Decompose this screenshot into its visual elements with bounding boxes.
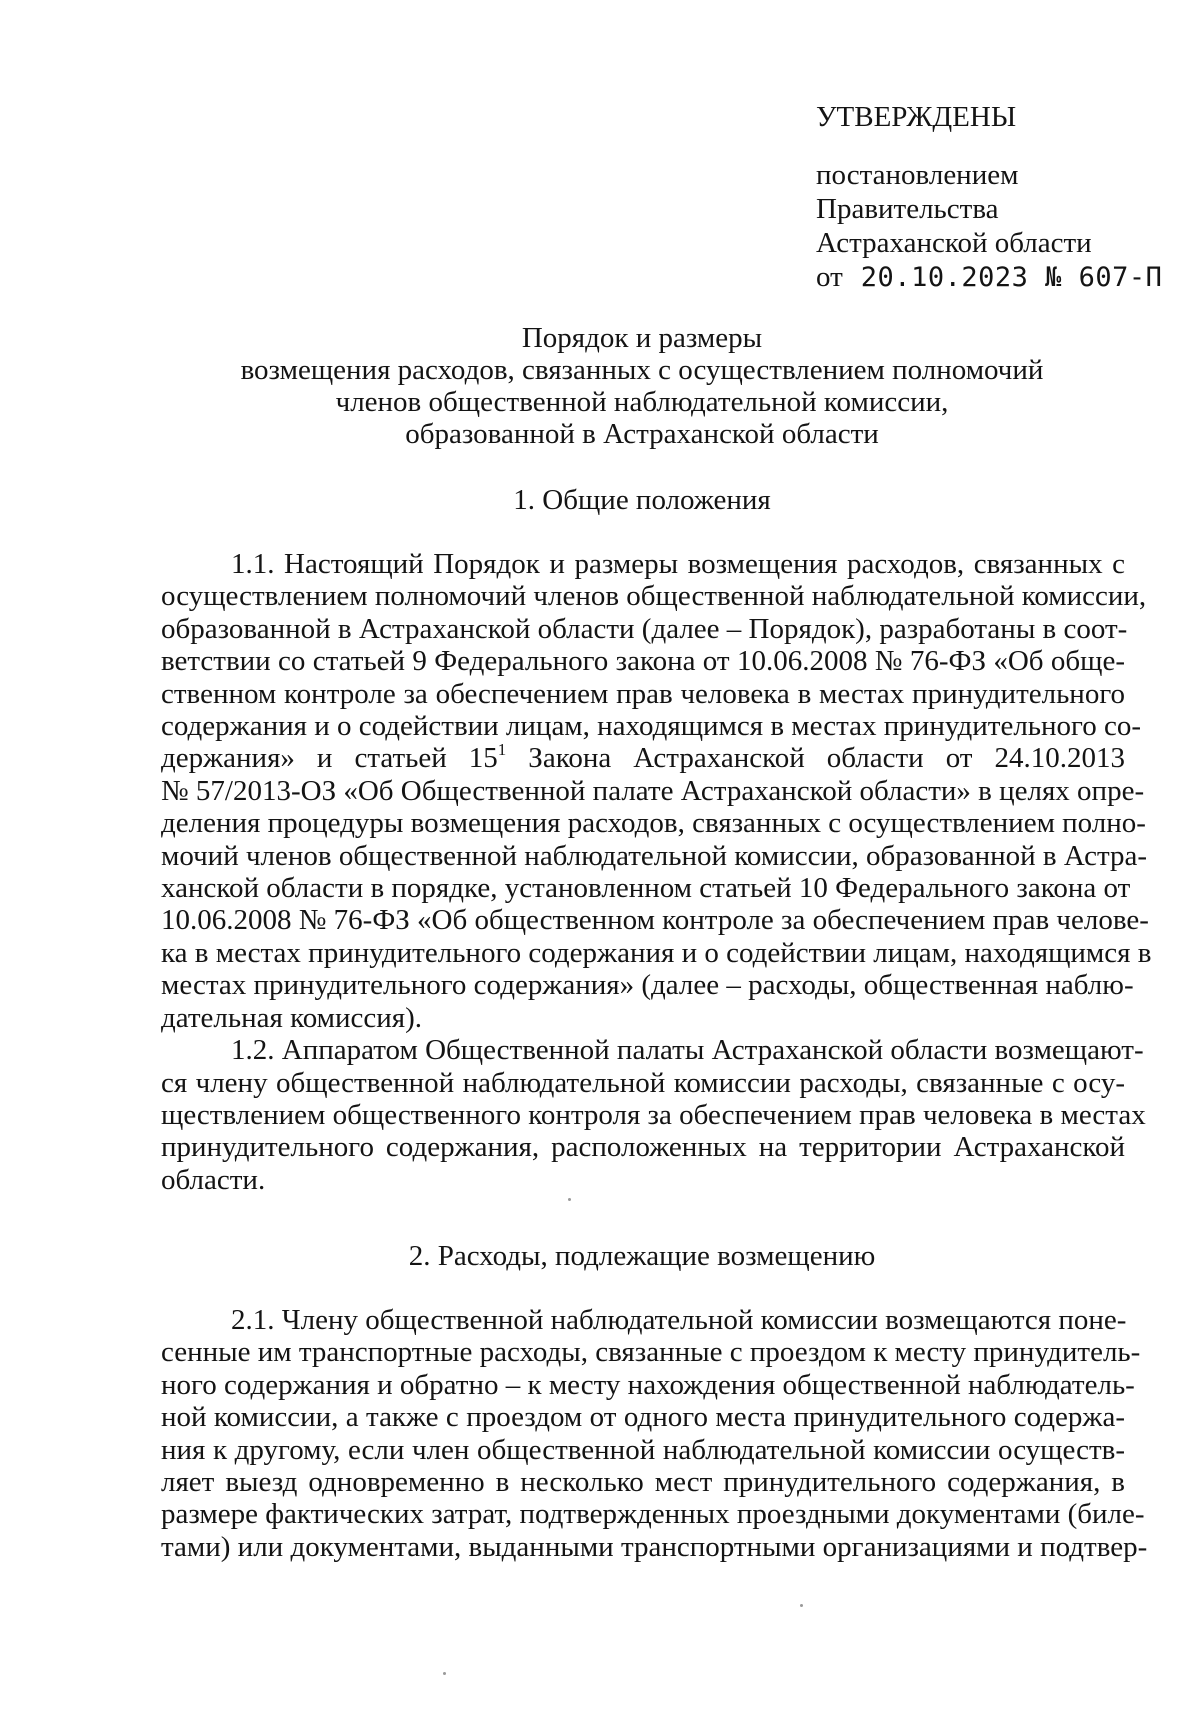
text-line: ханской области в порядке, установленном статьей 10 Федерального закона от — [161, 872, 1131, 905]
title-line-4: образованной в Астраханской области — [405, 418, 879, 450]
approval-heading: УТВЕРЖДЕНЫ — [816, 101, 1017, 133]
section-1-body — [161, 548, 1152, 1196]
text-line: ка в местах принудительного содержания и о содействии лицам, находящимся в — [161, 936, 1152, 969]
text-line: 1.1. Настоящий Порядок и размеры возмещения расходов, связанных с — [231, 548, 1125, 580]
scan-speck — [568, 1198, 571, 1201]
approval-date-prefix: от — [816, 261, 843, 293]
approval-date-line — [816, 260, 1162, 295]
text-line: местах принудительного содержания» (далее – расходы, общественная наблю- — [161, 969, 1134, 1002]
paragraph-2-1 — [161, 1304, 1148, 1563]
scan-speck — [800, 1604, 803, 1607]
text-line: 10.06.2008 № 76-ФЗ «Об общественном контроле за обеспечением прав челове- — [161, 904, 1149, 937]
approval-block — [816, 100, 1162, 295]
superscript-mark: 1 — [497, 740, 507, 760]
text-line: области. — [161, 1163, 266, 1196]
text-line: дательная комиссия). — [161, 1001, 423, 1034]
text-line: деления процедуры возмещения расходов, связанных с осуществлением полно- — [161, 807, 1146, 840]
text-line: ния к другому, если член общественной наблюдательной комиссии осуществ- — [161, 1433, 1125, 1466]
text-fragment: Закона Астраханской области от 24.10.2013 — [528, 742, 1125, 775]
text-line: принудительного содержания, расположенных на территории Астраханской — [161, 1131, 1125, 1164]
section-1-heading: 1. Общие положения — [513, 484, 771, 516]
section-2-heading: 2. Расходы, подлежащие возмещению — [408, 1240, 876, 1272]
text-line: 2.1. Члену общественной наблюдательной комиссии возмещаются поне- — [231, 1304, 1127, 1336]
text-line: ной комиссии, а также с проездом от одного места принудительного содержа- — [161, 1401, 1125, 1434]
approval-line-1: постановлением — [816, 159, 1019, 191]
text-line: осуществлением полномочий членов общественной наблюдательной комиссии, — [161, 580, 1147, 613]
text-fragment: держания» и статьей 15 — [161, 742, 498, 775]
text-line: ветствии со статьей 9 Федерального закона от 10.06.2008 № 76-ФЗ «Об обще- — [161, 645, 1125, 678]
text-line: 1.2. Аппаратом Общественной палаты Астраханской области возмещают- — [231, 1034, 1144, 1067]
approval-date-stamp: 20.10.2023 № 607-П — [860, 262, 1163, 293]
paragraph-1-2 — [161, 1034, 1146, 1196]
text-line: образованной в Астраханской области (далее – Порядок), разработаны в соот- — [161, 612, 1128, 645]
text-line: сенные им транспортные расходы, связанные с проездом к месту принудитель- — [161, 1336, 1141, 1369]
text-line: размере фактических затрат, подтвержденных проездными документами (биле- — [161, 1498, 1145, 1531]
text-line: ществлением общественного контроля за обеспечением прав человека в местах — [161, 1098, 1146, 1131]
text-line: мочий членов общественной наблюдательной комиссии, образованной в Астра- — [161, 839, 1147, 872]
title-line-2: возмещения расходов, связанных с осуществлением полномочий — [240, 354, 1044, 386]
title-line-3: членов общественной наблюдательной комиссии, — [335, 386, 949, 418]
text-line: ного содержания и обратно – к месту нахождения общественной наблюдатель- — [161, 1368, 1135, 1401]
text-line: № 57/2013-ОЗ «Об Общественной палате Астраханской области» в целях опре- — [161, 774, 1145, 807]
approval-line-3: Астраханской области — [816, 227, 1092, 259]
text-line-with-superscript — [161, 742, 1125, 774]
document-title — [160, 322, 1124, 450]
title-line-1: Порядок и размеры — [521, 322, 763, 354]
scan-speck — [443, 1672, 446, 1675]
text-line: тами) или документами, выданными транспортными организациями и подтвер- — [161, 1530, 1148, 1563]
text-line: содержания и о содействии лицам, находящимся в местах принудительного со- — [161, 710, 1141, 743]
approval-line-2: Правительства — [816, 193, 999, 225]
section-2-body — [161, 1304, 1148, 1563]
paragraph-1-1 — [161, 548, 1152, 1034]
text-line: ляет выезд одновременно в несколько мест принудительного содержания, в — [161, 1466, 1125, 1499]
text-line: ственном контроле за обеспечением прав человека в местах принудительного — [161, 677, 1125, 710]
text-line: ся члену общественной наблюдательной комиссии расходы, связанные с осу- — [161, 1066, 1125, 1099]
